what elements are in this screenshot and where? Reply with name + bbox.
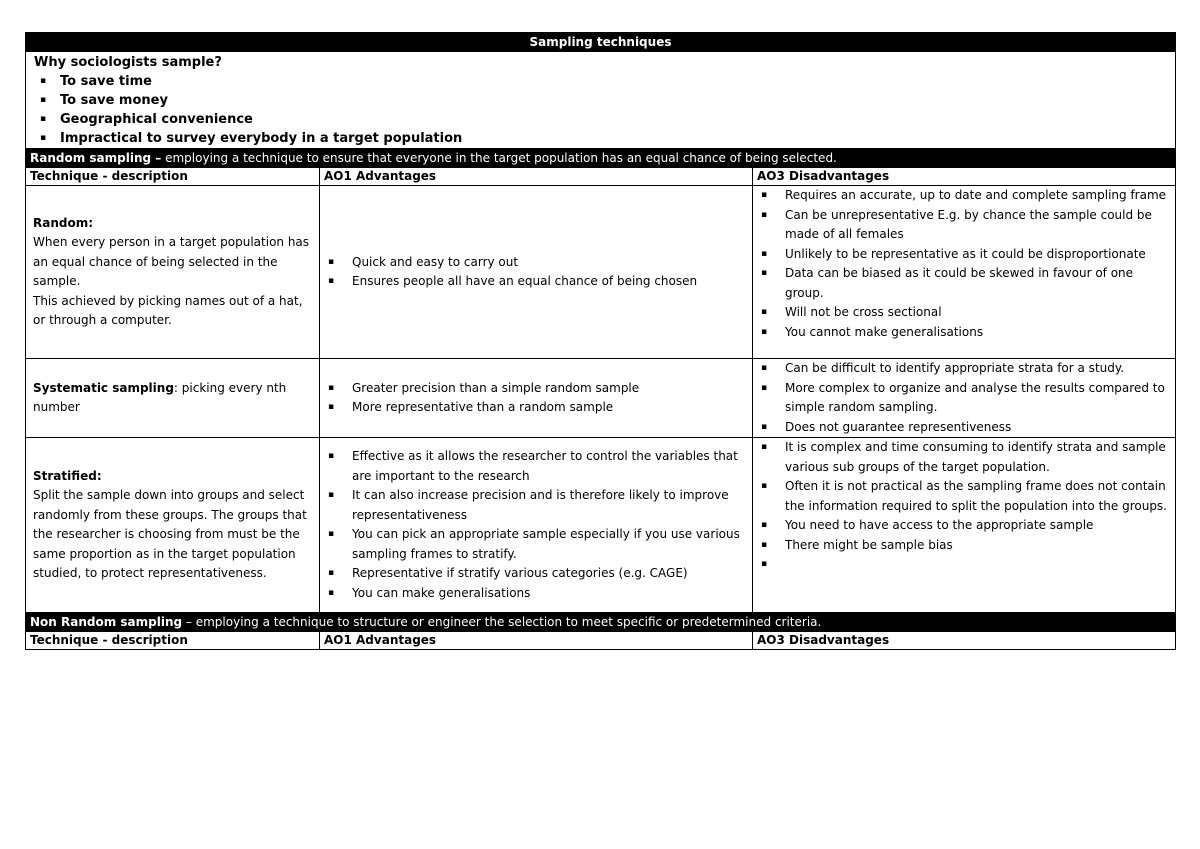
list-item: ▪ You need to have access to the appropriate sample [761, 516, 1171, 536]
intro-cell [26, 52, 1176, 149]
nonrandom-section-row [26, 613, 1176, 632]
reasons-list [34, 72, 1171, 148]
disadvantages-cell [753, 438, 1176, 613]
technique-cell [26, 359, 320, 438]
disadvantages-list [757, 186, 1171, 342]
technique-description: This achieved by picking names out of a hat, or through a computer. [33, 293, 303, 327]
advantages-cell [320, 359, 753, 438]
advantages-cell [320, 438, 753, 613]
list-item: ▪ Requires an accurate, up to date and complete sampling frame [761, 186, 1171, 206]
technique-description: When every person in a target population has an equal chance of being selected in the sample. [33, 235, 310, 288]
column-header-advantages: AO1 Advantages [320, 168, 753, 186]
list-item: ▪ Greater precision than a simple random sample [328, 379, 748, 399]
section-text: – employing a technique to structure or engineer the selection to meet specific or predetermined criteria. [182, 615, 822, 629]
sampling-table [25, 32, 1176, 650]
random-section-heading [26, 149, 1176, 168]
technique-name: Systematic sampling [33, 380, 174, 395]
table-row [26, 438, 1176, 613]
technique-name: Random: [33, 215, 94, 230]
column-header-technique: Technique - description [26, 632, 320, 650]
section-lead: Random sampling – [30, 151, 162, 165]
list-item: ▪ Can be unrepresentative E.g. by chance the sample could be made of all females [761, 206, 1171, 245]
table-row [26, 359, 1176, 438]
list-item: ▪ It is complex and time consuming to identify strata and sample various sub groups of the target population. [761, 438, 1171, 477]
section-text: employing a technique to ensure that everyone in the target population has an equal chance of being selected. [161, 151, 837, 165]
column-header-row [26, 168, 1176, 186]
list-item: ▪ Effective as it allows the researcher to control the variables that are important to the research [328, 447, 748, 486]
list-item: ▪ Data can be biased as it could be skewed in favour of one group. [761, 264, 1171, 303]
technique-cell [26, 438, 320, 613]
random-section-row [26, 149, 1176, 168]
list-item: ▪ Ensures people all have an equal chance of being chosen [328, 272, 748, 292]
list-item [761, 555, 1171, 575]
intro-question: Why sociologists sample? [34, 55, 222, 70]
technique-cell [26, 186, 320, 359]
list-item: ▪ You can make generalisations [328, 584, 748, 604]
nonrandom-section-heading [26, 613, 1176, 632]
column-header-disadvantages: AO3 Disadvantages [753, 168, 1176, 186]
column-header-disadvantages: AO3 Disadvantages [753, 632, 1176, 650]
page-title: Sampling techniques [26, 33, 1176, 52]
section-lead: Non Random sampling [30, 615, 183, 629]
technique-description: Split the sample down into groups and select randomly from these groups. The groups that the researcher is choosing from must be the same proportion as in the target population studied, to protect representativeness. [33, 488, 307, 580]
disadvantages-cell [753, 359, 1176, 438]
list-item: ▪ Unlikely to be representative as it could be disproportionate [761, 245, 1171, 265]
technique-name: Stratified: [33, 468, 102, 483]
disadvantages-list [757, 359, 1171, 437]
list-item: ▪ Representative if stratify various categories (e.g. CAGE) [328, 564, 748, 584]
list-item: ▪ It can also increase precision and is therefore likely to improve representativeness [328, 486, 748, 525]
column-header-row [26, 632, 1176, 650]
list-item: ▪ You cannot make generalisations [761, 323, 1171, 343]
advantages-list [324, 447, 748, 603]
column-header-advantages: AO1 Advantages [320, 632, 753, 650]
list-item: ▪ More complex to organize and analyse the results compared to simple random sampling. [761, 379, 1171, 418]
list-item: ▪ Does not guarantee representiveness [761, 418, 1171, 438]
reason-item: ▪ Impractical to survey everybody in a target population [40, 129, 1171, 148]
reason-item: ▪ To save time [40, 72, 1171, 91]
advantages-list [324, 253, 748, 292]
reason-item: ▪ Geographical convenience [40, 110, 1171, 129]
intro-row [26, 52, 1176, 149]
advantages-list [324, 379, 748, 418]
reason-item: ▪ To save money [40, 91, 1171, 110]
advantages-cell [320, 186, 753, 359]
technique-description: : picking every nth number [33, 380, 287, 414]
list-item: ▪ Quick and easy to carry out [328, 253, 748, 273]
disadvantages-cell [753, 186, 1176, 359]
title-row [26, 33, 1176, 52]
list-item: ▪ Can be difficult to identify appropriate strata for a study. [761, 359, 1171, 379]
list-item: ▪ Will not be cross sectional [761, 303, 1171, 323]
list-item: ▪ You can pick an appropriate sample especially if you use various sampling frames to stratify. [328, 525, 748, 564]
sampling-techniques-sheet [25, 32, 1175, 650]
list-item: ▪ Often it is not practical as the sampling frame does not contain the information required to split the population into the groups. [761, 477, 1171, 516]
column-header-technique: Technique - description [26, 168, 320, 186]
table-row [26, 186, 1176, 359]
list-item: ▪ More representative than a random sample [328, 398, 748, 418]
disadvantages-list [757, 438, 1171, 575]
list-item: ▪ There might be sample bias [761, 536, 1171, 556]
